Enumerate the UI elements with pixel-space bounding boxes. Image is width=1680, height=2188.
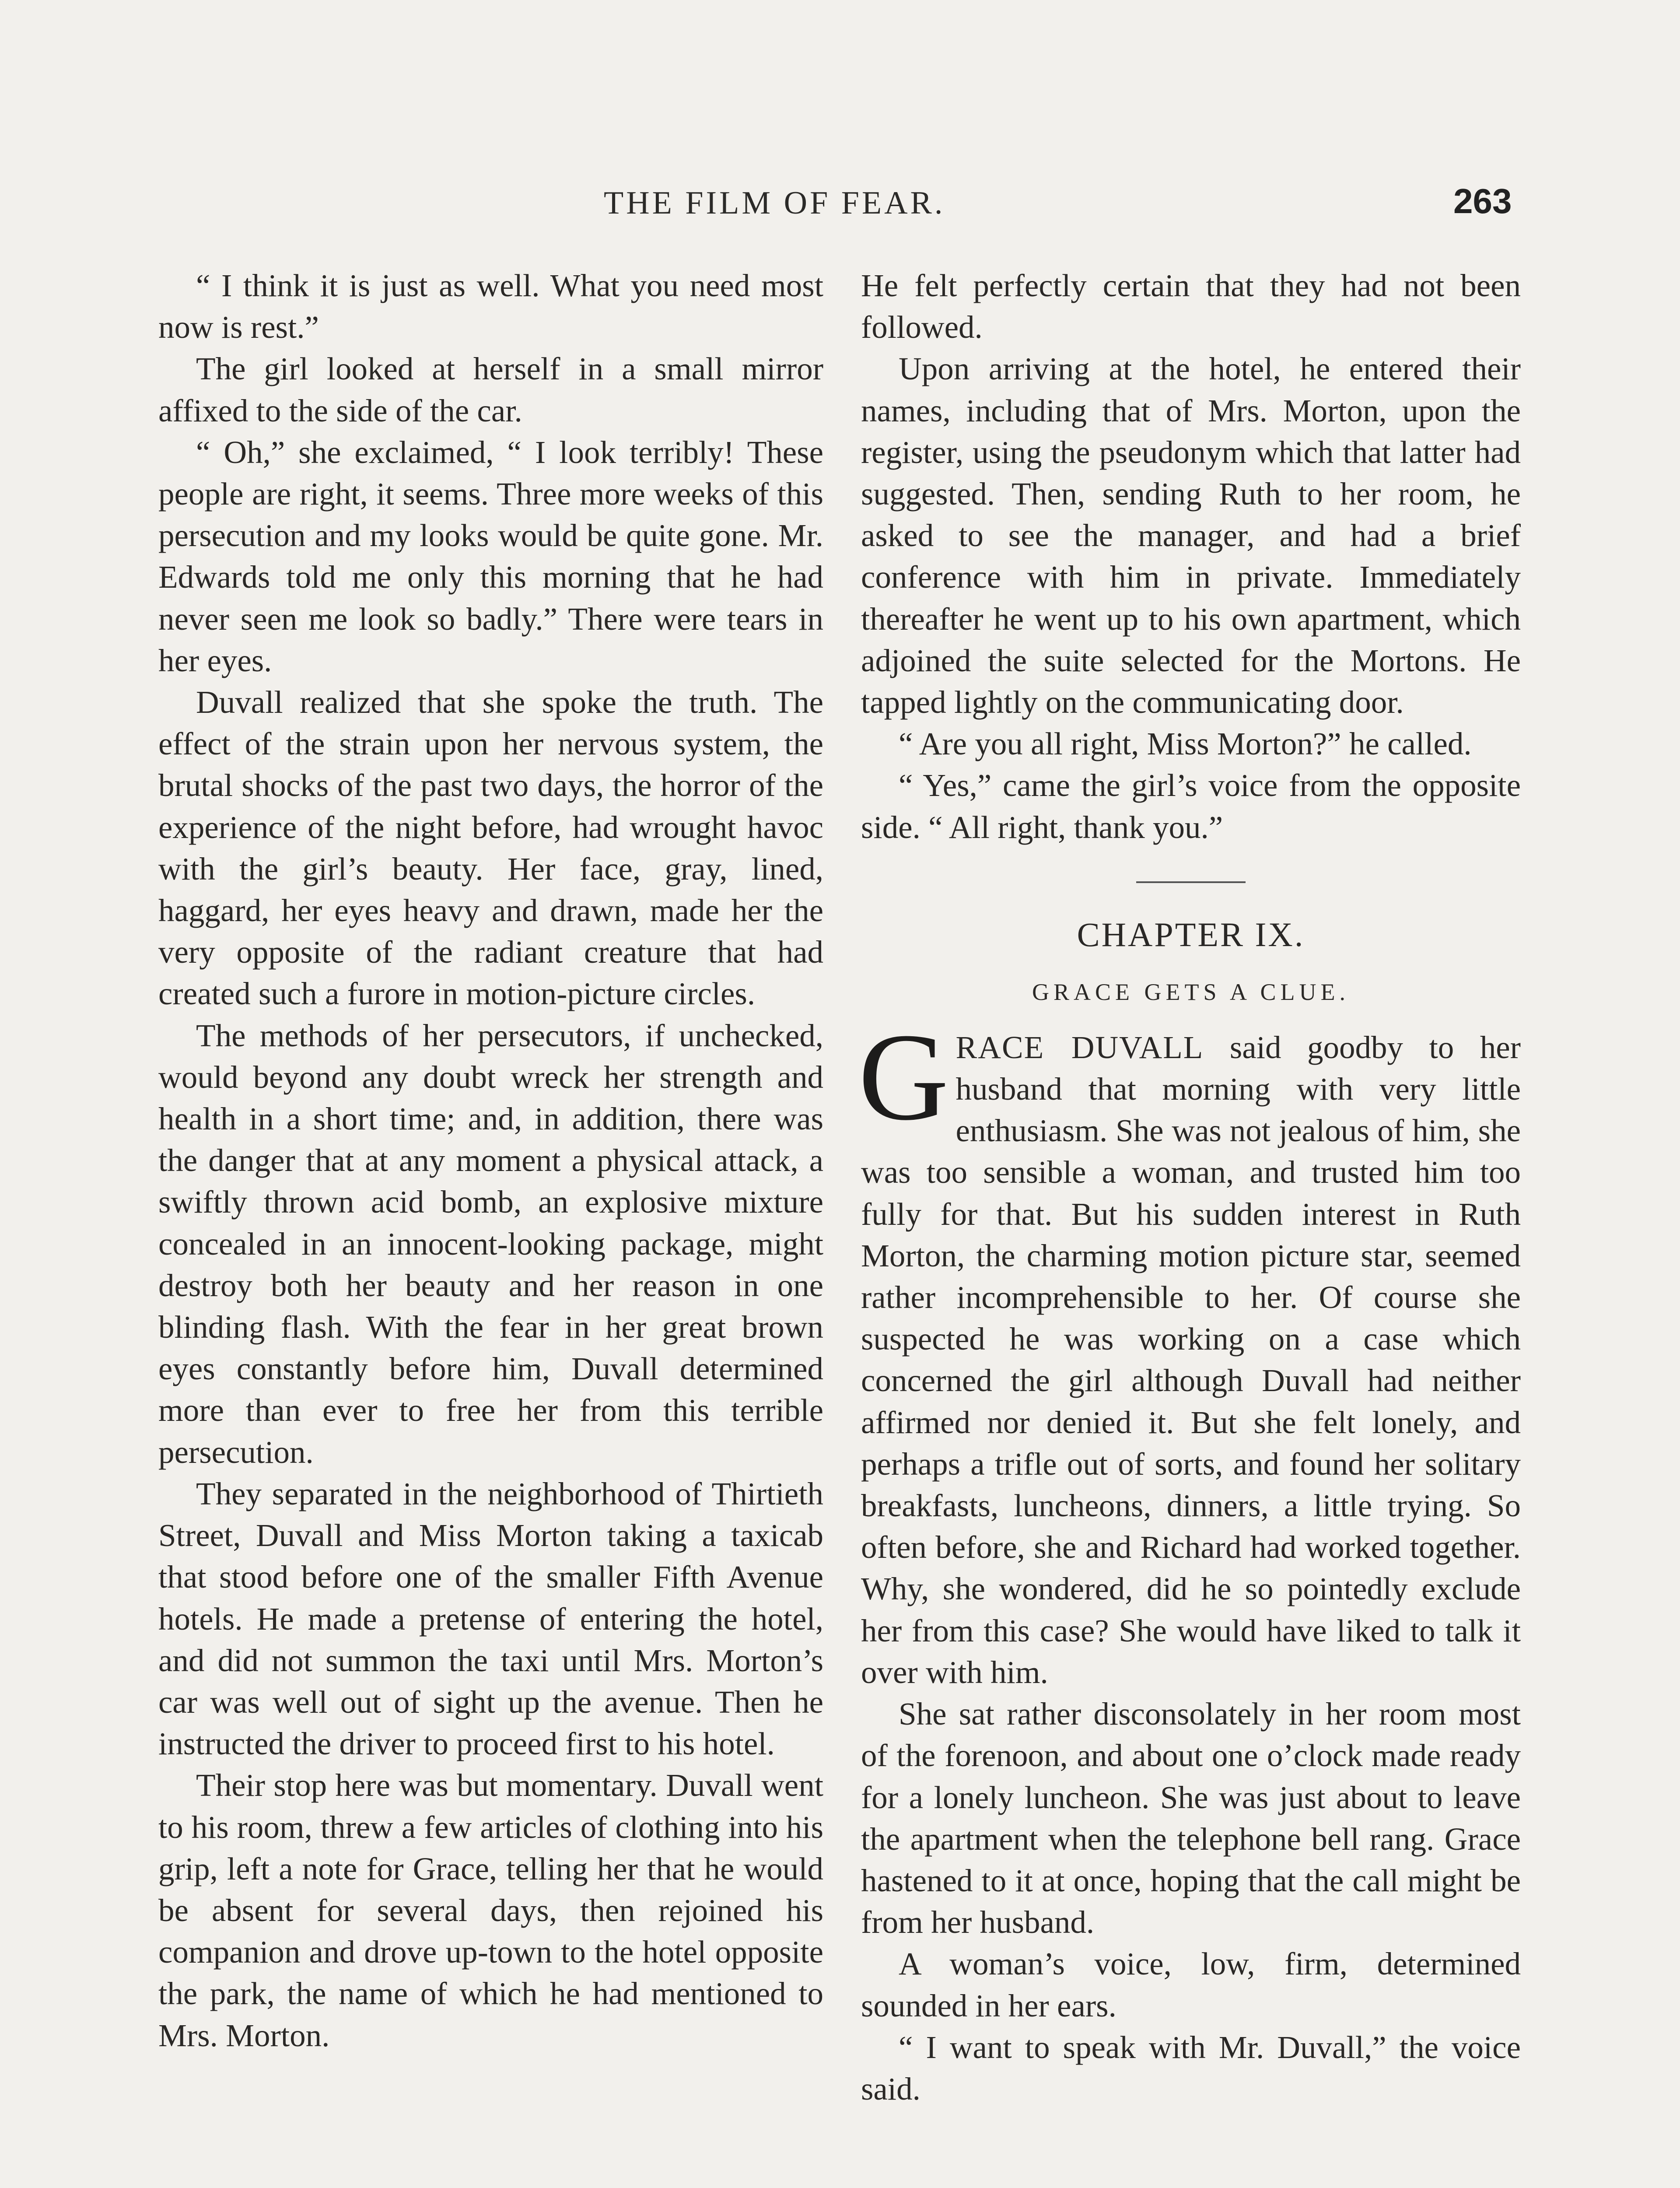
paragraph: “ I want to speak with Mr. Duvall,” the voice said. [861, 2029, 1521, 2107]
paragraph: The girl looked at herself in a small mirror affixed to the side of the car. [158, 351, 823, 428]
paragraph: Their stop here was but momentary. Duvall went to his room, threw a few articles of clothing into his grip, left a note for Grace, telling her that he would be absent for several days, then rejoined his companion and drove up-town to the hotel opposite the park, the name of which he had mentioned to Mrs. Morton. [158, 1767, 823, 2053]
page-header [0, 182, 1680, 237]
paragraph: “ I think it is just as well. What you need most now is rest.” [158, 268, 823, 345]
paragraph: Upon arriving at the hotel, he entered their names, including that of Mrs. Morton, upon the register, using the pseudonym which that latter had suggested. Then, sending Ruth to her room, he asked to see the manager, and had a brief conference with him in private. Immediately thereafter he went up to his own apartment, which adjoined the suite selected for the Mortons. He tapped lightly on the communicating door. [861, 351, 1521, 720]
paragraph: A woman’s voice, low, firm, determined sounded in her ears. [861, 1946, 1521, 2023]
drop-cap: G [858, 1007, 949, 1146]
paragraph: “ Oh,” she exclaimed, “ I look terribly! These people are right, it seems. Three more weeks of this persecution and my looks would be quite gone. Mr. Edwards told me only this morning that he had never seen me look so badly.” There were tears in her eyes. [158, 434, 823, 678]
chapter-subheading: GRACE GETS A CLUE. [1032, 978, 1350, 1005]
paragraph: She sat rather disconsolately in her room most of the forenoon, and about one o’clock made ready for a lonely luncheon. She was just about to leave the apartment when the telephone bell rang. Grace hastened to it at once, hoping that the call might be from her husband. [861, 1696, 1521, 1940]
paragraph: They separated in the neighborhood of Thirtieth Street, Duvall and Miss Morton taking a taxicab that stood before one of the smaller Fifth Avenue hotels. He made a pretense of entering the hotel, and did not summon the taxi until Mrs. Morton’s car was well out of sight up the avenue. Then he instructed the driver to proceed first to his hotel. [158, 1476, 823, 1762]
paragraph: Duvall realized that she spoke the truth. The effect of the strain upon her nervous system, the brutal shocks of the past two days, the horror of the experience of the night before, had wrought havoc with the girl’s beauty. Her face, gray, lined, haggard, her eyes heavy and drawn, made her the very opposite of the radiant creature that had created such a furore in motion-picture circles. [158, 684, 823, 1012]
right-column [858, 265, 1521, 2110]
lead-text: said goodby to her husband that morning with very little enthusiasm. She was not jealous of him, she was too sensible a woman, and trusted him too fully for that. But his sudden interest in Ruth Morton, the charming motion picture star, seemed rather incomprehensible to her. Of course she suspected he was working on a case which concerned the girl although Duvall had neither affirmed nor denied it. But she felt lonely, and perhaps a trifle out of sorts, and found her solitary breakfasts, luncheons, dinners, a little trying. So often before, she and Richard had worked together. Why, she wondered, did he so pointedly exclude her from this case? She would have liked to talk it over with him. [861, 1029, 1521, 1690]
paragraph: He felt perfectly certain that they had not been followed. [861, 268, 1521, 345]
paragraph: “ Yes,” came the girl’s voice from the opposite side. “ All right, thank you.” [861, 768, 1521, 845]
chapter-heading: CHAPTER IX. [1077, 915, 1305, 954]
section-divider [1136, 881, 1246, 883]
running-title: THE FILM OF FEAR. [604, 185, 945, 221]
lead-caps: RACE DUVALL [956, 1029, 1204, 1065]
page-number: 263 [1453, 182, 1512, 221]
paragraph: The methods of her persecutors, if unchecked, would beyond any doubt wreck her strength and health in a short time; and, in addition, there was the danger that at any moment a physical attack, a swiftly thrown acid bomb, an explosive mixture concealed in an innocent-looking package, might destroy both her beauty and her reason in one blinding flash. With the fear in her great brown eyes constantly before him, Duvall determined more than ever to free her from this terrible persecution. [158, 1017, 823, 1470]
paragraph: “ Are you all right, Miss Morton?” he called. [899, 726, 1472, 762]
chapter-opening-paragraph [858, 1007, 1521, 1693]
left-column [158, 265, 823, 2056]
